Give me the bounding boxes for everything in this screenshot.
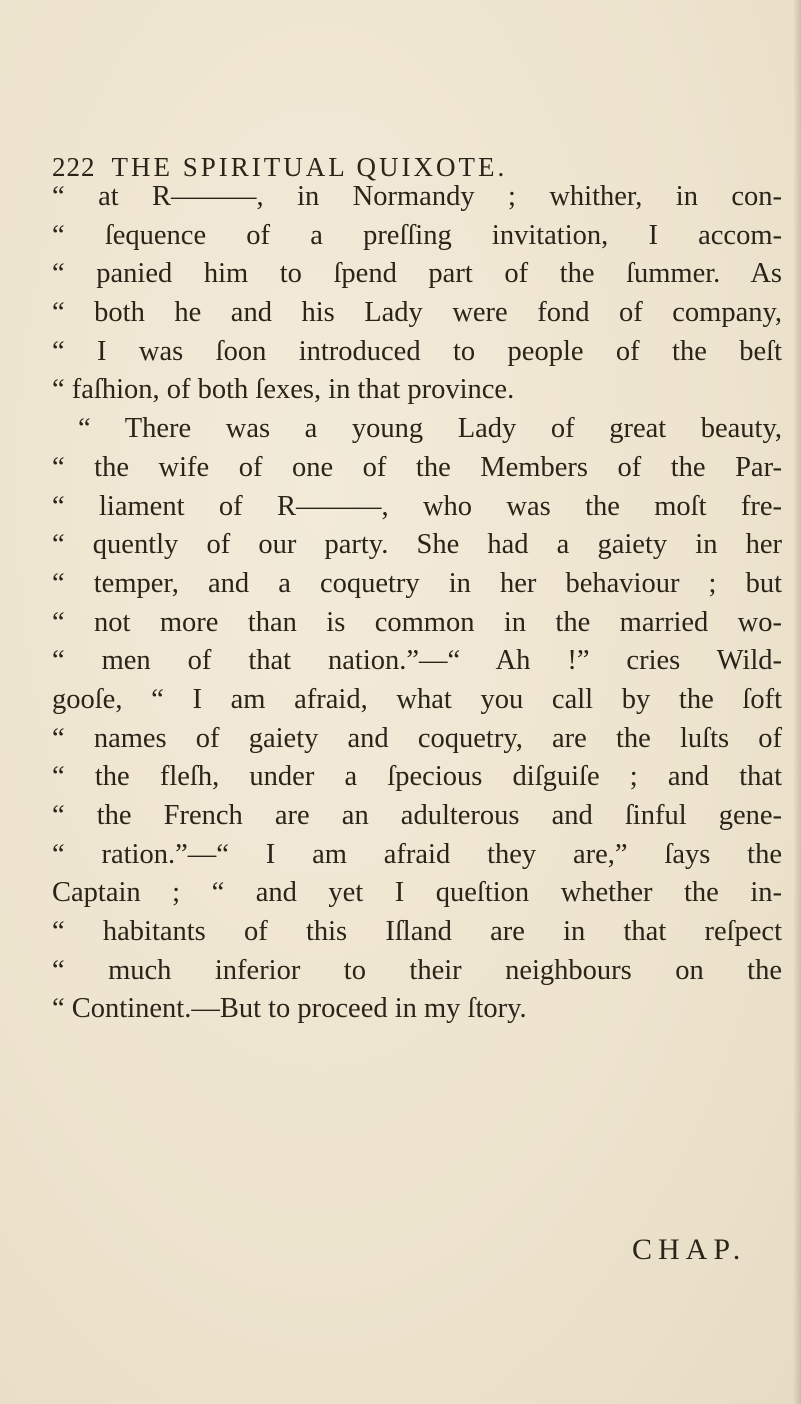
text-line-6: “ faſhion, of both ſexes, in that province. [52,374,515,406]
text-line-16: “ the fleſh, under a ſpecious diſguiſe ; and that [52,761,782,793]
text-line-4: “ both he and his Lady were fond of company, [52,297,782,329]
text-line-2: “ ſequence of a preſſing invitation, I accom- [52,219,782,251]
text-line-8: “ the wife of one of the Members of the Par- [52,451,782,483]
text-line-9: “ liament of R———, who was the moſt fre- [52,490,782,522]
catchword: CHAP. [632,1233,747,1266]
text-line-1: “ at R———, in Normandy ; whither, in con- [52,181,782,212]
text-line-5: “ I was ſoon introduced to people of the beſt [52,335,782,367]
text-line-11: “ temper, and a coquetry in her behaviour ; but [52,567,782,599]
text-line-7: “ There was a young Lady of great beauty, [78,413,782,445]
text-line-22: “ Continent.—But to proceed in my ſtory. [52,993,527,1025]
text-line-14: gooſe, “ I am afraid, what you call by the ſoft [52,683,782,715]
page-edge-shadow [793,0,801,1404]
running-title: THE SPIRITUAL QUIXOTE. [111,152,508,182]
text-line-19: Captain ; “ and yet I queſtion whether the in- [52,877,782,909]
text-line-20: “ habitants of this Iſland are in that reſpect [52,916,782,948]
text-line-18: “ ration.”—“ I am afraid they are,” ſays the [52,838,782,870]
text-line-13: “ men of that nation.”—“ Ah !” cries Wild- [52,645,782,677]
text-line-12: “ not more than is common in the married wo- [52,606,782,638]
text-line-10: “ quently of our party. She had a gaiety in her [52,529,782,561]
page-number: 222 [52,152,96,182]
text-line-17: “ the French are an adulterous and ſinful gene- [52,800,782,831]
text-line-21: “ much inferior to their neighbours on the [52,954,782,986]
body-text [52,178,782,1029]
text-line-3: “ panied him to ſpend part of the ſummer. As [52,258,782,290]
text-line-15: “ names of gaiety and coquetry, are the luſts of [52,722,782,754]
